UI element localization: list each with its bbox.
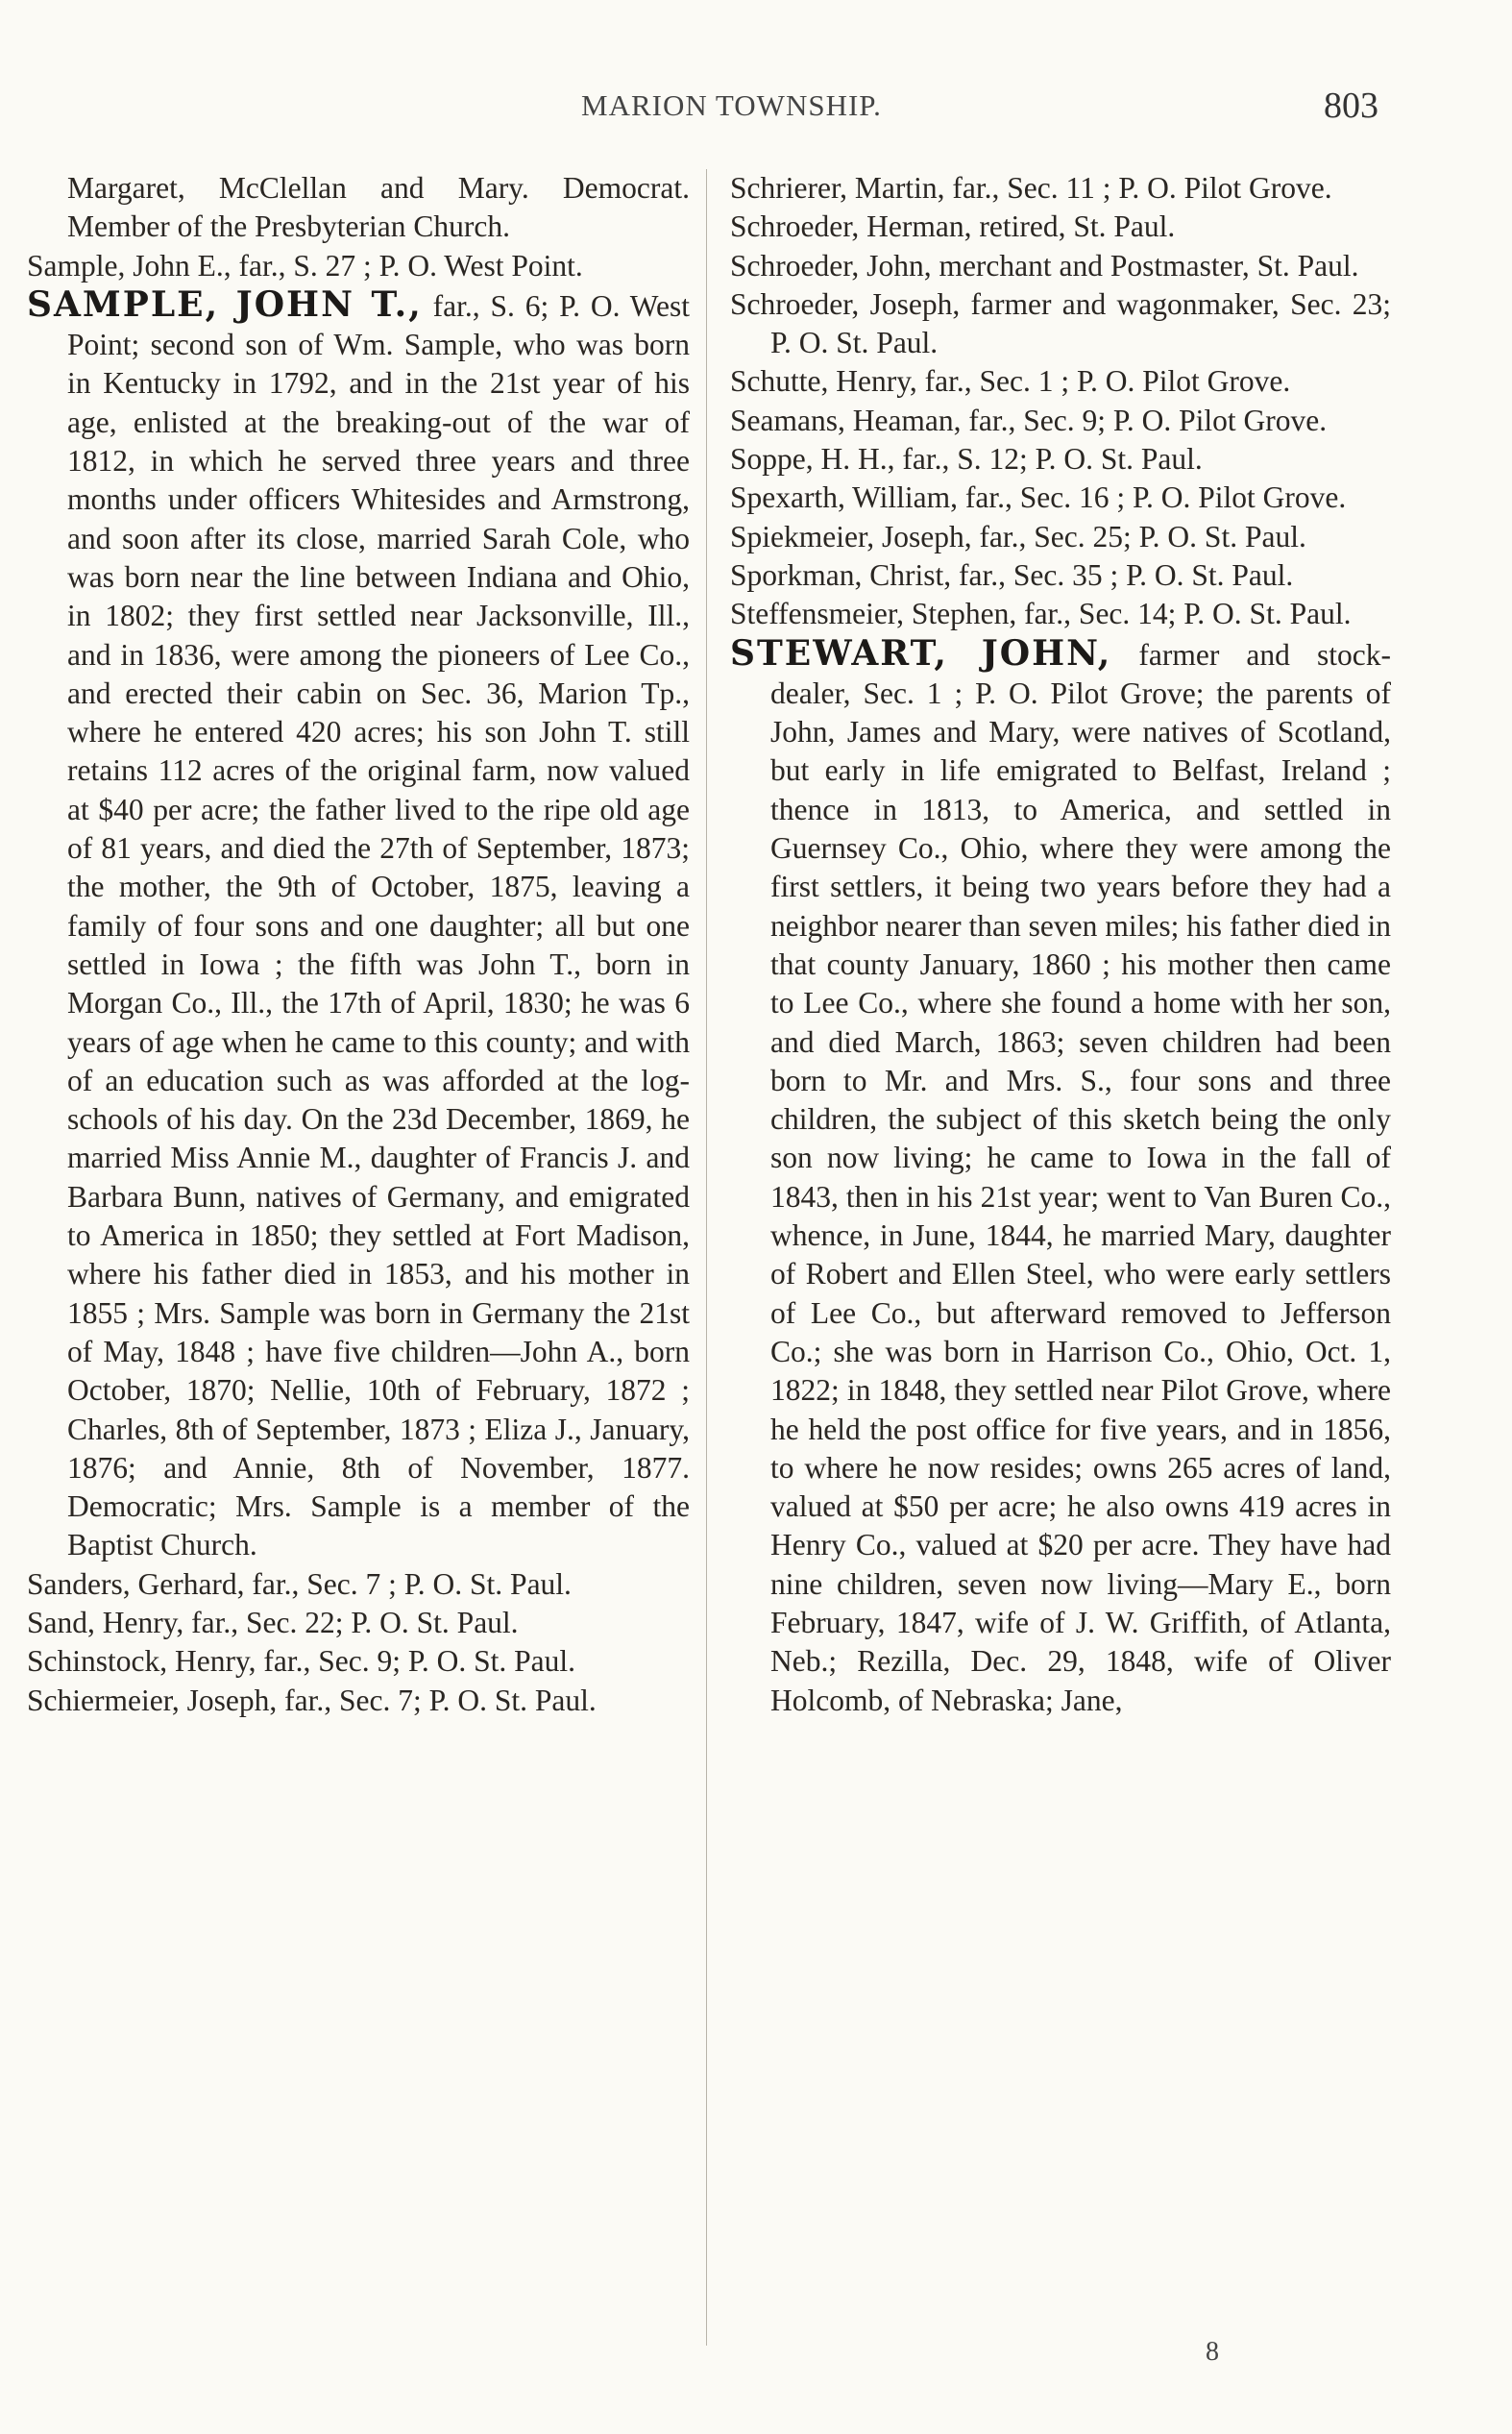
entry-text: far., S. 6; P. O. West Point; second son of Wm. Sample, who was born in Kentucky in 1792, and in the 21st year of his age, enlisted at the breaking-out of the war of 1812, in which he served three years and three months under officers Whitesides and Armstrong, and soon after its close, married Sarah Cole, who was born near the line between Indiana and Ohio, in 1802; they first settled near Jacksonville, Ill., and in 1836, were among the pioneers of Lee Co., and erected their cabin on Sec. 36, Marion Tp., where he entered 420 acres; his son John T. still retains 112 acres of the original farm, now valued at $40 per acre; the father lived to the ripe old age of 81 years, and died the 27th of September, 1873; the mother, the 9th of October, 1875, leaving a family of four sons and one daughter; all but one settled in Iowa ; the fifth was John T., born in Morgan Co., Ill., the 17th of April, 1830; he was 6 years of age when he came to this county; and with of an education such as was afforded at the log-schools of his day. On the 23d December, 1869, he married Miss Annie M., daughter of Francis J. and Barbara Bunn, natives of Germany, and emigrated to America in 1850; they settled at Fort Madison, where his father died in 1853, and his mother in 1855 ; Mrs. Sample was born in Germany the 21st of May, 1848 ; have five children—John A., born October, 1870; Nellie, 10th of February, 1872 ; Charles, 8th of September, 1873 ; Eliza J., January, 1876; and Annie, 8th of November, 1877. Democratic; Mrs. Sample is a member of the Baptist Church. <box>67 288 690 1562</box>
running-title: MARION TOWNSHIP. <box>581 88 882 122</box>
directory-entry: Schrierer, Martin, far., Sec. 11 ; P. O. Pilot Grove. <box>730 171 1332 205</box>
directory-entry: Steffensmeier, Stephen, far., Sec. 14; P. O. St. Paul. <box>730 597 1352 631</box>
directory-entry: Spiekmeier, Joseph, far., Sec. 25; P. O. St. Paul. <box>730 519 1306 553</box>
biographical-entry <box>27 285 690 1565</box>
entry-name: STEWART, JOHN, <box>730 632 1112 674</box>
page-number: 803 <box>1324 86 1378 126</box>
directory-entry: Sporkman, Christ, far., Sec. 35 ; P. O. St. Paul. <box>730 557 1294 592</box>
directory-entry: Schroeder, John, merchant and Postmaster, St. Paul. <box>730 248 1359 283</box>
directory-entry: Schroeder, Joseph, farmer and wagonmaker, Sec. 23; P. O. St. Paul. <box>730 286 1391 360</box>
biographical-entry <box>730 634 1391 1720</box>
directory-entry: Schinstock, Henry, far., Sec. 9; P. O. St. Paul. <box>27 1644 576 1679</box>
entry-text: farmer and stock-dealer, Sec. 1 ; P. O. Pilot Grove; the parents of John, James and Mary, were natives of Scotland, but early in life emigrated to Belfast, Ireland ; thence in 1813, to America, and settled in Guernsey Co., Ohio, where they were among the first settlers, it being two years before they had a neighbor nearer than seven miles; his father died in that county January, 1860 ; his mother then came to Lee Co., where she found a home with her son, and died March, 1863; seven children had been born to Mr. and Mrs. S., four sons and three children, the subject of this sketch being the only son now living; he came to Iowa in the fall of 1843, then in his 21st year; went to Van Buren Co., whence, in June, 1844, he married Mary, daughter of Robert and Ellen Steel, who were early settlers of Lee Co., but afterward removed to Jefferson Co.; she was born in Harrison Co., Ohio, Oct. 1, 1822; in 1848, they settled near Pilot Grove, where he held the post office for five years, and in 1856, to where he now resides; owns 265 acres of land, valued at $50 per acre; he also owns 419 acres in Henry Co., valued at $20 per acre. They have had nine children, seven now living—Mary E., born February, 1847, wife of J. W. Griffith, of Atlanta, Neb.; Rezilla, Dec. 29, 1848, wife of Oliver Holcomb, of Nebraska; Jane, <box>770 637 1392 1717</box>
left-column <box>27 169 690 1720</box>
right-column <box>730 169 1391 1720</box>
directory-entry: Schroeder, Herman, retired, St. Paul. <box>730 209 1176 244</box>
directory-entry: Sample, John E., far., S. 27 ; P. O. West Point. <box>27 248 583 283</box>
directory-entry: Seamans, Heaman, far., Sec. 9; P. O. Pilot Grove. <box>730 403 1328 437</box>
directory-entry: Soppe, H. H., far., S. 12; P. O. St. Paul. <box>730 442 1203 477</box>
column-divider <box>706 169 707 2346</box>
directory-entry: Schutte, Henry, far., Sec. 1 ; P. O. Pilot Grove. <box>730 364 1291 399</box>
directory-entry: Sanders, Gerhard, far., Sec. 7 ; P. O. St. Paul. <box>27 1566 572 1601</box>
directory-entry: Sand, Henry, far., Sec. 22; P. O. St. Paul. <box>27 1605 519 1639</box>
directory-entry: Spexarth, William, far., Sec. 16 ; P. O. Pilot Grove. <box>730 480 1347 515</box>
entry-name: SAMPLE, JOHN T., <box>27 283 423 325</box>
signature-mark: 8 <box>1206 2337 1219 2367</box>
directory-entry: Schiermeier, Joseph, far., Sec. 7; P. O. St. Paul. <box>27 1683 597 1717</box>
directory-entry: Margaret, McClellan and Mary. Democrat. Member of the Presbyterian Church. <box>67 171 690 244</box>
